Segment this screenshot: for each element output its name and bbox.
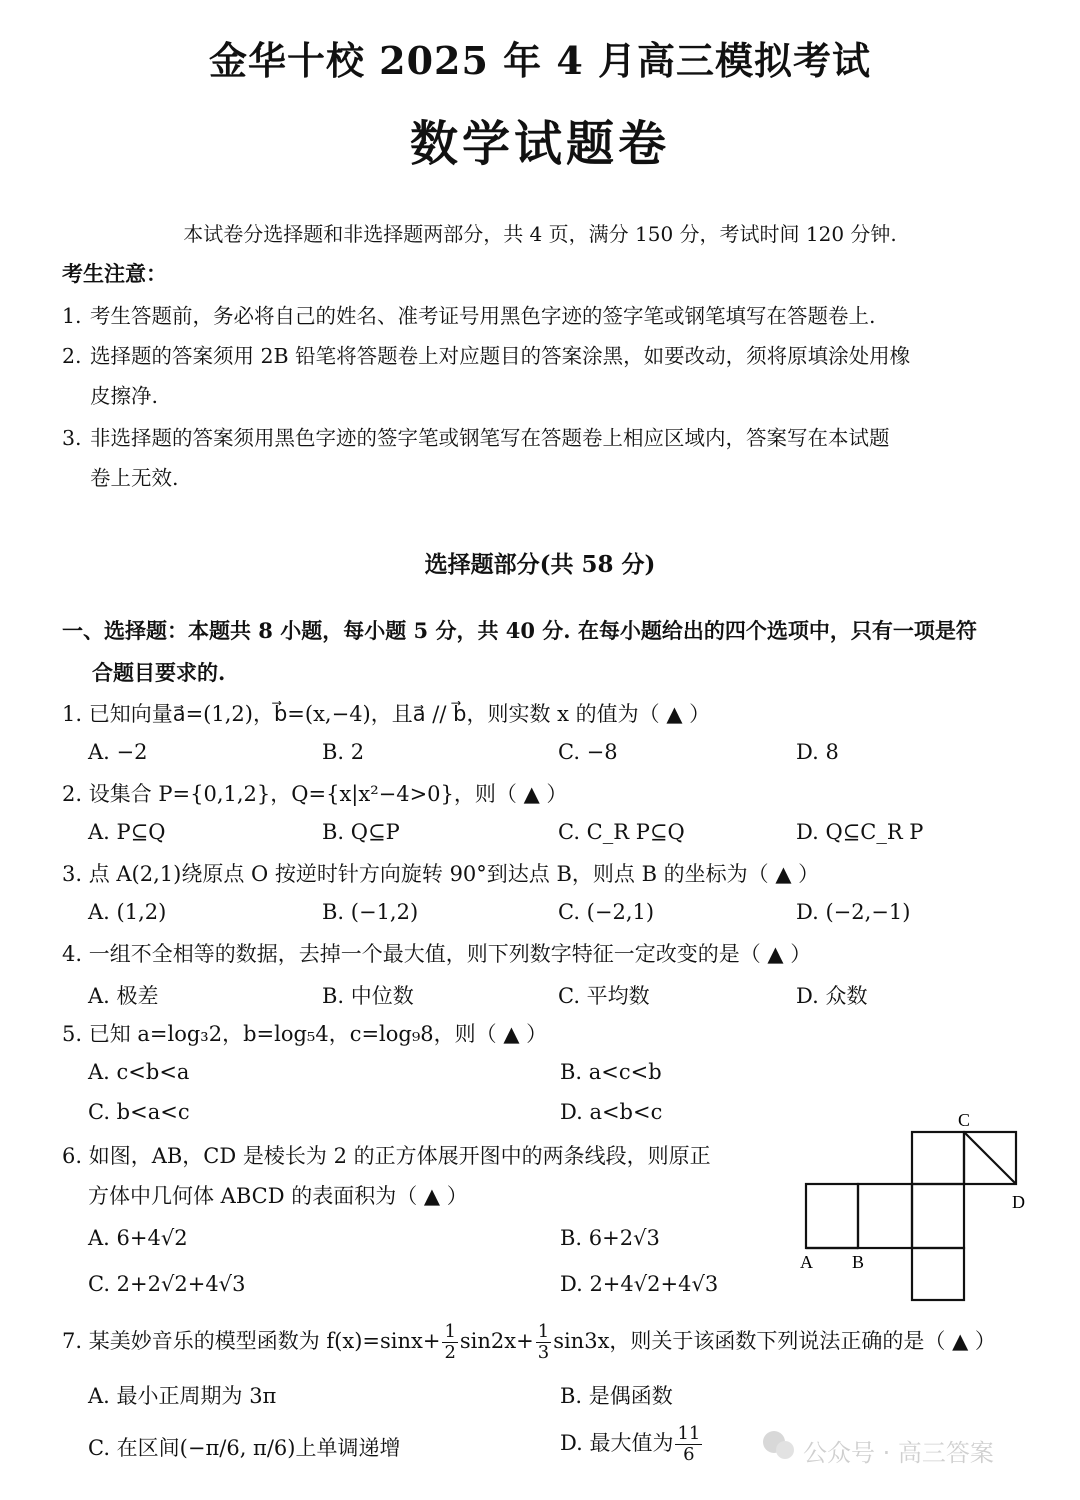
net-square xyxy=(806,1184,858,1248)
question-4-option-b: B. 中位数 xyxy=(322,984,414,1008)
notice-text: 考生答题前，务必将自己的姓名、准考证号用黑色字迹的签字笔或钢笔填写在答题卷上. xyxy=(90,304,876,328)
question-1-option-c: C. −8 xyxy=(558,740,618,764)
question-5-option-d: D. a<b<c xyxy=(560,1100,663,1124)
fraction-numerator: 11 xyxy=(677,1423,701,1444)
question-4-stem: 4. 一组不全相等的数据，去掉一个最大值，则下列数字特征一定改变的是（ ▲ ） xyxy=(62,942,812,966)
question-2-option-a: A. P⊆Q xyxy=(88,820,166,844)
option-c-interval: (−π/6, π/6) xyxy=(179,1436,296,1460)
notice-text: 选择题的答案须用 2B 铅笔将答题卷上对应题目的答案涂黑，如要改动，须将原填涂处用橡 xyxy=(90,344,911,368)
question-6-option-c: C. 2+2√2+4√3 xyxy=(88,1272,246,1296)
fraction-denominator: 3 xyxy=(537,1342,550,1363)
question-5-option-b: B. a<c<b xyxy=(560,1060,662,1084)
question-2-option-d: D. Q⊆C_R P xyxy=(796,820,924,844)
fraction-numerator: 1 xyxy=(537,1321,550,1342)
question-4-option-c: C. 平均数 xyxy=(558,984,650,1008)
notice-item-3 xyxy=(62,418,1037,498)
fraction-denominator: 2 xyxy=(444,1342,456,1363)
watermark-text: 公众号 · 高三答案 xyxy=(803,1439,994,1467)
question-1-option-a: A. −2 xyxy=(88,740,148,764)
part-heading-line: 一、选择题：本题共 8 小题，每小题 5 分，共 40 分. 在每小题给出的四个选项中，只有一项是符 xyxy=(62,618,977,643)
question-3-option-b: B. (−1,2) xyxy=(322,900,419,924)
notice-text-continued: 皮擦净. xyxy=(90,384,159,408)
question-6-option-b: B. 6+2√3 xyxy=(560,1226,660,1250)
option-d-prefix: D. 最大值为 xyxy=(560,1431,674,1455)
notice-text-continued: 卷上无效. xyxy=(90,466,179,490)
question-7-option-b: B. 是偶函数 xyxy=(560,1384,673,1408)
question-6-option-a: A. 6+4√2 xyxy=(88,1226,188,1250)
fraction-eleven-sixths xyxy=(675,1424,702,1465)
question-7-option-d xyxy=(560,1424,704,1465)
notice-heading: 考生注意： xyxy=(62,261,167,286)
notice-text: 非选择题的答案须用黑色字迹的签字笔或钢笔写在答题卷上相应区域内，答案写在本试题 xyxy=(90,426,890,450)
notice-item-1 xyxy=(62,296,1037,336)
question-4-option-a: A. 极差 xyxy=(88,984,159,1008)
question-3-stem: 3. 点 A(2,1)绕原点 O 按逆时针方向旋转 90°到达点 B，则点 B 的坐标为（ ▲ ） xyxy=(62,862,820,886)
question-1-stem: 1. 已知向量a⃗=(1,2)，b⃗=(x,−4)，且a⃗ // b⃗，则实数 x 的值为（ ▲ ） xyxy=(62,702,711,726)
fraction-one-third xyxy=(536,1322,551,1363)
notice-number: 2. xyxy=(62,344,82,368)
net-square xyxy=(912,1248,964,1300)
option-c-suffix: 上单调递增 xyxy=(295,1436,401,1460)
option-c-prefix: C. 在区间 xyxy=(88,1436,180,1460)
question-1-option-b: B. 2 xyxy=(322,740,365,764)
watermark xyxy=(755,1395,1075,1495)
question-6-option-d: D. 2+4√2+4√3 xyxy=(560,1272,719,1296)
notice-number: 3. xyxy=(62,426,82,450)
question-7-option-a: A. 最小正周期为 3π xyxy=(88,1384,277,1408)
question-6-stem: 6. 如图，AB，CD 是棱长为 2 的正方体展开图中的两条线段，则原正 xyxy=(62,1144,711,1168)
question-7-stem-end: sin3x，则关于该函数下列说法正确的是（ ▲ ） xyxy=(553,1329,996,1353)
question-5-stem: 5. 已知 a=log₃2，b=log₅4，c=log₉8，则（ ▲ ） xyxy=(62,1022,548,1046)
question-7-stem xyxy=(62,1322,996,1363)
question-2-stem: 2. 设集合 P={0,1,2}，Q={x|x²−4>0}，则（ ▲ ） xyxy=(62,782,568,806)
fraction-one-half xyxy=(442,1322,457,1363)
cube-net-figure xyxy=(798,1108,1038,1338)
fraction-denominator: 6 xyxy=(683,1444,695,1465)
fraction-numerator: 1 xyxy=(444,1321,456,1342)
question-2-option-c: C. C_R P⊆Q xyxy=(558,820,685,844)
question-7-stem-middle: sin2x+ xyxy=(459,1329,534,1353)
question-7-stem-start: 7. 某美妙音乐的模型函数为 f(x)=sinx+ xyxy=(62,1329,441,1353)
label-d: D xyxy=(1012,1192,1025,1212)
question-1-option-d: D. 8 xyxy=(796,740,839,764)
segment-cd xyxy=(964,1132,1016,1184)
question-4-option-d: D. 众数 xyxy=(796,984,868,1008)
section-title: 选择题部分(共 58 分) xyxy=(424,551,656,578)
label-c: C xyxy=(958,1110,971,1130)
question-3-option-a: A. (1,2) xyxy=(88,900,167,924)
net-square xyxy=(912,1132,964,1184)
question-2-option-b: B. Q⊆P xyxy=(322,820,400,844)
question-3-option-d: D. (−2,−1) xyxy=(796,900,911,924)
net-square xyxy=(912,1184,964,1248)
part-heading xyxy=(62,610,1037,694)
exam-title: 金华十校 2025 年 4 月高三模拟考试 xyxy=(208,38,872,83)
question-7-option-c xyxy=(88,1432,400,1462)
question-6-stem-continued: 方体中几何体 ABCD 的表面积为（ ▲ ） xyxy=(88,1184,468,1208)
question-5-option-c: C. b<a<c xyxy=(88,1100,190,1124)
label-a: A xyxy=(800,1252,813,1272)
question-3-option-c: C. (−2,1) xyxy=(558,900,655,924)
net-square xyxy=(858,1184,912,1248)
notice-item-2 xyxy=(62,336,1037,416)
label-b: B xyxy=(852,1252,865,1272)
part-heading-continued: 合题目要求的. xyxy=(92,660,226,685)
question-5-option-a: A. c<b<a xyxy=(88,1060,190,1084)
notice-number: 1. xyxy=(62,304,82,328)
exam-intro: 本试卷分选择题和非选择题两部分，共 4 页，满分 150 分，考试时间 120 分钟. xyxy=(183,222,897,246)
exam-subtitle: 数学试题卷 xyxy=(409,116,670,172)
wechat-icon xyxy=(759,1425,799,1465)
